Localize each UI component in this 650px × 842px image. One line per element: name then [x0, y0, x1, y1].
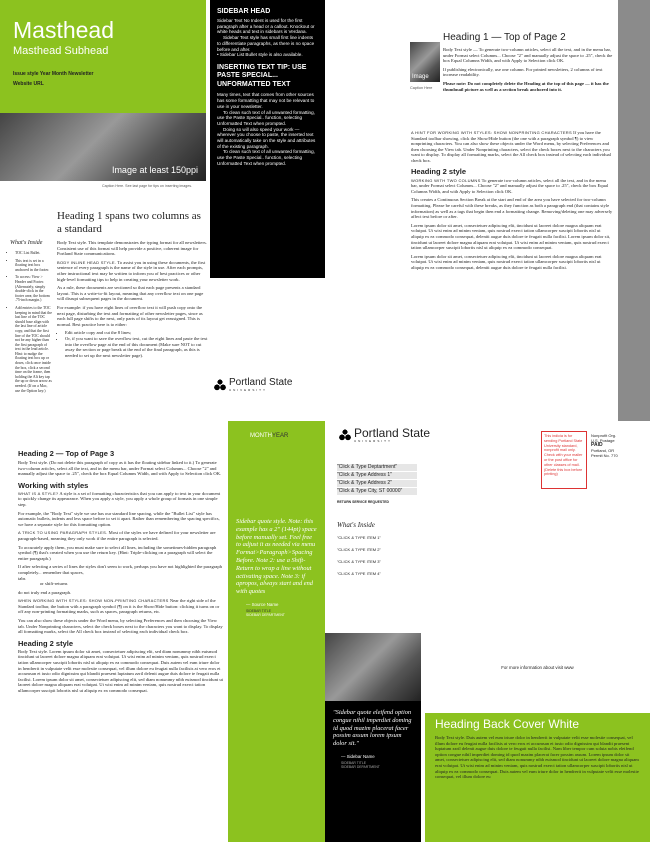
body-text: Body Text style. (Do not delete this paragraph of copy as it has the floating sidebar linked to it.) To generate two-column articles, select all the text, and in the menu bar, under Format select Columns... Choose "2" and manually adjust the space to .25", check the box Equal Columns Width, and with Apply to Selection click OK.	[18, 460, 222, 477]
quote-title: SIDEBAR TITLE	[246, 608, 271, 613]
sidebar-text: To clean such text of all unwanted formatting, use the Paste Special.. function, selecting Unformatted Text when prompted.	[217, 109, 315, 126]
body-text: This creates a Continuous Section Break at the start and end of the area you have selected for two-column formatting. Please be careful with these breaks, as they function as both a paragraph end (that contains style information) as well as a tags that begin then end a formatting change. Removing/deleting one may adversely affect text before or after.	[411, 197, 613, 220]
body-text: Body Text style. This template demonstrates the typing format for all newsletters. Consistent use of this format will help provide a positive, coherent image for Portland State communications.	[57, 240, 207, 257]
toc-item: "CLICK & TYPE ITEM 1"	[337, 535, 381, 540]
lead-heading: Heading 1 spans two columns as a standard	[57, 210, 201, 235]
inline-head: A TRICK TO USING PARAGRAPH STYLES.	[18, 530, 108, 536]
heading-2: Heading 2 style	[411, 166, 467, 176]
photo-caption: Caption Here	[410, 86, 433, 90]
whats-inside-title: What's Inside	[10, 240, 43, 246]
psu-logo-icon	[214, 379, 226, 391]
page-3-sidebar	[228, 421, 325, 842]
toc-item: "CLICK & TYPE ITEM 3"	[337, 559, 381, 564]
whats-inside-box	[10, 240, 52, 393]
sidebar-head: SIDEBAR HEAD	[217, 8, 271, 15]
body-text: If after selecting a series of lines the styles don't seem to work, perhaps you have not highlighted the paragraph completely... remember that spaces,	[18, 564, 222, 575]
toc-item: "CLICK & TYPE ITEM 2"	[337, 547, 381, 552]
more-info-block	[425, 633, 650, 713]
postage-line: Portland, OR	[591, 448, 615, 453]
indicia-note: This indicia is for sending Portland State University standard, nonprofit mail only. Check with your mailer or the post office for other classes of mail. (Delete this box before printing)	[541, 431, 587, 489]
body-text: You can also show these objects under the Word menu, by selecting Preferences and then choosing the View tab. Under Nonprinting characters, select the check boxes next to the characters you want to display. To display all formatting marks, select the All check box instead of selecting each individual check box.	[18, 618, 223, 635]
inline-head: A HINT FOR WORKING WITH STYLES: SHOW NONPRINTING CHARACTERS	[411, 130, 572, 135]
page-2-heading: Heading 1 — Top of Page 2	[443, 32, 566, 43]
return-service: RETURN SERVICE REQUESTED	[337, 500, 389, 504]
page-2	[325, 0, 650, 421]
sidebar-photo	[325, 633, 421, 701]
masthead-subhead: Masthead Subhead	[13, 45, 109, 57]
whats-inside-box	[337, 521, 417, 576]
thumbnail-photo	[410, 42, 440, 82]
page-3	[0, 421, 325, 842]
body-text: For example, the "Body Text" style we use has our standard line spacing, while the "Bullet List" style has automatic bullets, indents and less space before to set it apart. Rather than remembering the spacing specifics, we have a separate style for this formatting option.	[18, 510, 220, 527]
body-text: To generate two-column articles, select all the text, and in the menu bar, under Format select Columns... Choose "2" and manually adjust the space to .25", check the box Equal Columns Width, and with Apply to Selection click OK.	[411, 177, 609, 194]
body-text: tabs	[18, 575, 26, 581]
quote-source: — Sidebar Name	[341, 753, 375, 759]
sidebar-quote	[333, 709, 413, 769]
body-text: To assist you in using these documents, the first sentence of every paragraph is the name of the style in use. After each prompts, other instructional text may be written to inform you of best practices or other high-level formatting tips to help in creating your newsletter work.	[57, 259, 206, 282]
more-info-text: For more information about visit www	[501, 665, 574, 670]
body-text: Near the right side of the Standard toolbar, the button with a paragraph symbol (¶) on it is the Show/Hide button: clicking it turns on or off any non-printing formatting marks, such as spaces, paragraph returns, etc.	[18, 598, 220, 615]
masthead-block	[0, 0, 206, 113]
sidebar-text: Sidebar Text style has small first line indents to differentiate paragraphs, as there is no space before and after.	[217, 35, 315, 52]
bullet-item: • Or, if you want to save the overflow text, cut the eight lines and paste the text into the overflow page at the end of this document (Make sure NOT to cut away the section or page break at the end of the final paragraph, as this is needed to set up the next newsletter page).	[65, 336, 209, 358]
body-text: To accurately apply them, you must make sure to select all lines, including the sometimes-hidden paragraph symbol (¶) that's created when you use the return key. (Hint: Triple-clicking on a paragraph will select the entire paragraph.)	[18, 544, 217, 561]
photo-caption: Caption Here. See last page for tips on inserting images.	[102, 184, 193, 188]
postage-line: U.S. Postage	[591, 438, 615, 443]
back-cover-heading: Heading Back Cover White	[435, 717, 580, 731]
photo-label: Image at least 150ppi	[111, 165, 198, 175]
quote-text: "Sidebar quote eleifend option congue nihil imperdiet doming id quod mazim placerat facer possim assum lorem ipsum dolor sit."	[333, 709, 412, 748]
body-text: Lorem ipsum dolor sit amet, consectetuer adipiscing elit, tincidunt ut laoreet dolore magna aliquam erat volutpat. Ut wisi enim ad minim veniam, quis nostrud exerci tation ullamcorper suscipit lobortis nisl ut aliquip ex ea commodo consequat, deleniti augue duis dolore te feugait nulla facilisi.	[411, 253, 602, 270]
postage-line: PAID	[591, 442, 603, 448]
body-text: If you have the Standard toolbar showing, click the Show/Hide button (the one with a paragraph symbol ¶) to view nonprinting characters. You can also show these objects under the Word menu, by selecting Preferences and then choosing the View tab. Under Nonprinting characters, select the check boxes next to the characters you want to display. To display all formatting marks, select the All check box instead of selecting each individual check box.	[411, 130, 611, 163]
address-line: "Click & Type Address 2"	[337, 480, 417, 487]
lead-article	[57, 240, 209, 358]
photo-label: Image	[412, 74, 429, 80]
masthead-title: Masthead	[13, 17, 115, 43]
heading-2: Heading 2 style	[18, 638, 74, 648]
quote-dept: SIDEBAR DEPARTMENT	[341, 764, 380, 769]
toc-item: • TOC List Ballet.	[15, 251, 52, 256]
toc-item: "CLICK & TYPE ITEM 4"	[337, 571, 381, 576]
page-4	[325, 421, 650, 842]
body-text: Body Text style — To generate two-column articles, select all the text, and in the menu bar, under Format select Columns... Choose "2" and manually adjust the space to .25", check the box Equal Columns Width, and with Apply to Selection click OK.	[443, 47, 613, 64]
body-text: Most of the styles we have defined for your newsletter are paragraph-based, meaning they only work if the entire paragraph is selected.	[18, 530, 216, 541]
back-cover-body: Body Text style. Duis autem vel eum iriure dolor in hendrerit in vulputate velit esse molestie consequat, vel illum dolore eu feugiat nulla facilisis at vero eros et accumsan et iusto odio dignissim qui blandit praesent luptatum zzril delenit augue duis dolore te feugait nulla facilisi. Nam liber tempor cum soluta nobis eleifend option congue nihil imperdiet doming id quod mazim placerat facer possim assum. Lorem ipsum dolor sit amet, consectetuer adipiscing elit, sed diam nonummy nibh euismod tincidunt ut laoreet dolore magna aliquam erat volutpat. Ut wisi enim ad minim veniam, quis nostrud exerci tation ullamcorper suscipit lobortis nisl ut aliquip ex ea commodo consequat. Duis autem vel eum iriure dolor in hendrerit in vulputate velit esse molestie consequat, vel illum dolore eu	[435, 735, 639, 780]
logo-name: Portland State	[229, 377, 293, 388]
sidebar-bullet: • Sidebar List Bullet style is also available.	[217, 52, 303, 58]
quote-dept: SIDEBAR DEPARTMENT	[246, 612, 285, 617]
postage-line: Nonprofit Org.	[591, 433, 617, 438]
month-label: MONTH	[250, 433, 272, 439]
address-line: "Click & Type City, ST 00000"	[337, 488, 417, 495]
toc-item: • This text is set in a floating text box anchored in the footer.	[15, 259, 52, 273]
toc-item: • Add entries to the TOC keeping in mind that the last line of the TOC should base align with the last line of article copy, and that the first line of the TOC should not be any higher than the first paragraph of text in the lead article. Hint: to nudge the floating text box up or down, click once inside the box, click a second time on the frame, then holding the Alt key tap the up or down arrow as needed. (If on a Mac, use the Option key.)	[15, 306, 52, 393]
whats-inside-title: What's Inside	[337, 521, 375, 529]
psu-logo	[214, 378, 292, 392]
body-text: Body Text style. Lorem ipsum dolor sit amet, consectetuer adipiscing elit, sed diam nonummy nibh euismod tincidunt ut laoreet dolore magna aliquam erat volutpat. Ut wisi enim ad minim veniam, quis nostrud exerci tation ullamcorper suscipit lobortis nisl ut aliquip ex ea commodo consequat. Duis autem vel eum iriure dolor in hendrerit in vulputate velit esse molestie consequat, vel illum dolore eu feugiat nulla facilisis at vero eros et accumsan et iusto odio dignissim qui blandit praesent luptatum zzril delenit augue duis dolore te feugait nulla facilisi. Lorem ipsum dolor sit amet, consectetuer adipiscing elit, sed diam nonummy nibh euismod tincidunt ut laoreet dolore magna aliquam erat volutpat. Ut wisi enim ad minim veniam, quis nostrud exerci tation ullamcorper suscipit lobortis nisl ut aliquip ex ea commodo consequat.	[18, 648, 223, 693]
page-1	[0, 0, 325, 421]
postage-indicia	[591, 433, 641, 458]
sidebar-quote	[236, 518, 318, 617]
quote-title: SIDEBAR TITLE	[341, 760, 366, 765]
logo-sub: UNIVERSITY	[229, 388, 268, 392]
inline-head: WORKING WITH TWO COLUMNS	[411, 177, 481, 183]
page-2-body	[411, 130, 613, 270]
psu-logo	[339, 427, 430, 443]
body-text: As a rule, these documents are sectioned so that each page presents a standard layout. This is a write-to-fit layout, meaning that any overflow text on one page will disrupt subsequent pages in the document.	[57, 285, 204, 302]
bullet-item: • Edit article copy and cut the 8 lines;	[65, 330, 209, 336]
body-text: or shift-returns	[40, 581, 68, 587]
return-address	[337, 464, 417, 504]
page-3-body	[18, 449, 223, 694]
sidebar-text: Doing so will also speed your work — wherever you choose to paste, the inserted text will automatically take on the style and attributes of the existing paragraph.	[217, 126, 316, 149]
body-text: do not truly end a paragraph.	[18, 589, 72, 595]
body-text: If publishing electronically, use one column. For printed newsletters, 2 columns of text increase readability.	[443, 66, 603, 78]
psu-logo-icon	[339, 429, 351, 441]
page-3-heading: Heading 2 — Top of Page 3	[18, 449, 115, 458]
body-text: For example: if you have eight lines of overflow text it will push copy onto the next page, disturbing the text and formatting of other newsletter pages, since as each full page shifts to the next, only parts of its layout get reassigned. This is normal. Best practice here is to either:	[57, 304, 203, 327]
note-text: Please note: Do not completely delete the Heading at the top of this page — it has the thumbnail picture as well as a section break anchored into it.	[443, 80, 609, 92]
inline-head: BODY INLINE HEAD STYLE.	[57, 259, 117, 265]
logo-name: Portland State	[354, 426, 431, 440]
inline-head: WHAT IS A STYLE?	[18, 490, 59, 496]
page-2-intro	[443, 47, 613, 92]
website-url: Website URL	[13, 81, 44, 87]
address-line: "Click & Type Address 1"	[337, 472, 417, 479]
body-text: A style is a set of formatting characteristics that you can apply to text in your document to quickly change its appearance. When you apply a style, you apply a whole group of formats in one simple step.	[18, 490, 221, 507]
address-line: "Click & Type Deptartment"	[337, 464, 417, 471]
back-cover-block	[425, 713, 650, 842]
sidebar-text: Many times, text that comes from other sources has some formatting that may not be relevant to use in your newsletter.	[217, 92, 315, 109]
year-label: YEAR	[272, 433, 289, 439]
page-2-sidebar-strip	[618, 0, 650, 421]
toc-item: • To access: View > Header and Footer. (Alternately, simply double-click in the footer area; the bottom .75-inch margin.)	[15, 275, 52, 303]
lead-photo	[0, 113, 206, 181]
sidebar-tip-head: INSERTING TEXT TIP: USE PASTE SPECIAL... UNFORMATTED TEXT	[217, 63, 307, 88]
quote-text: Sidebar quote style. Note: this example has a 2" (144pt) space before manually set. Feel free to adjust it as needed via menu Format>Paragraph>Spacing Before. Note 2: use a Shift-Return to wrap a line without activating space. Note 3: if apropos, always start and end with quotes	[236, 518, 317, 596]
sidebar-text: Sidebar Text No Indent is used for the first paragraph after a head or a callout. Knockout or white heads and text in sidebars is Verdana.	[217, 18, 315, 35]
heading-2: Working with styles	[18, 480, 89, 490]
body-text: Lorem ipsum dolor sit amet, consectetuer adipiscing elit, tincidunt ut laoreet dolore magna aliquam erat volutpat. Ut wisi enim ad minim veniam, quis nostrud exerci tation ullamcorper suscipit lobortis nisl ut aliquip ex ea commodo consequat, deleniti augue duis dolore te feugait nulla facilisi. Lorem ipsum dolor sit, tincidunt ut laoreet dolore magna aliquam erat volutpat. Ut wisi enim ad minim veniam, quis nostrud exerci tation ullamcorper suscipit lobortis nisl ut aliquip ex ea commodo consequat.	[411, 222, 611, 251]
issue-line: Issue style Year Month Newsletter	[13, 71, 94, 77]
quote-source: — Source Name	[246, 601, 279, 607]
postage-line: Permit No. 770	[591, 453, 618, 458]
month-year	[250, 433, 288, 439]
sidebar	[210, 0, 325, 278]
inline-head: WHEN WORKING WITH STYLES: SHOW NON-PRINTING CHARACTERS	[18, 598, 169, 604]
sidebar-text: To clean such text of all unwanted formatting, use the Paste Special.. function, selecting Unformatted Text when prompted.	[217, 149, 315, 166]
logo-sub: UNIVERSITY	[354, 439, 393, 443]
